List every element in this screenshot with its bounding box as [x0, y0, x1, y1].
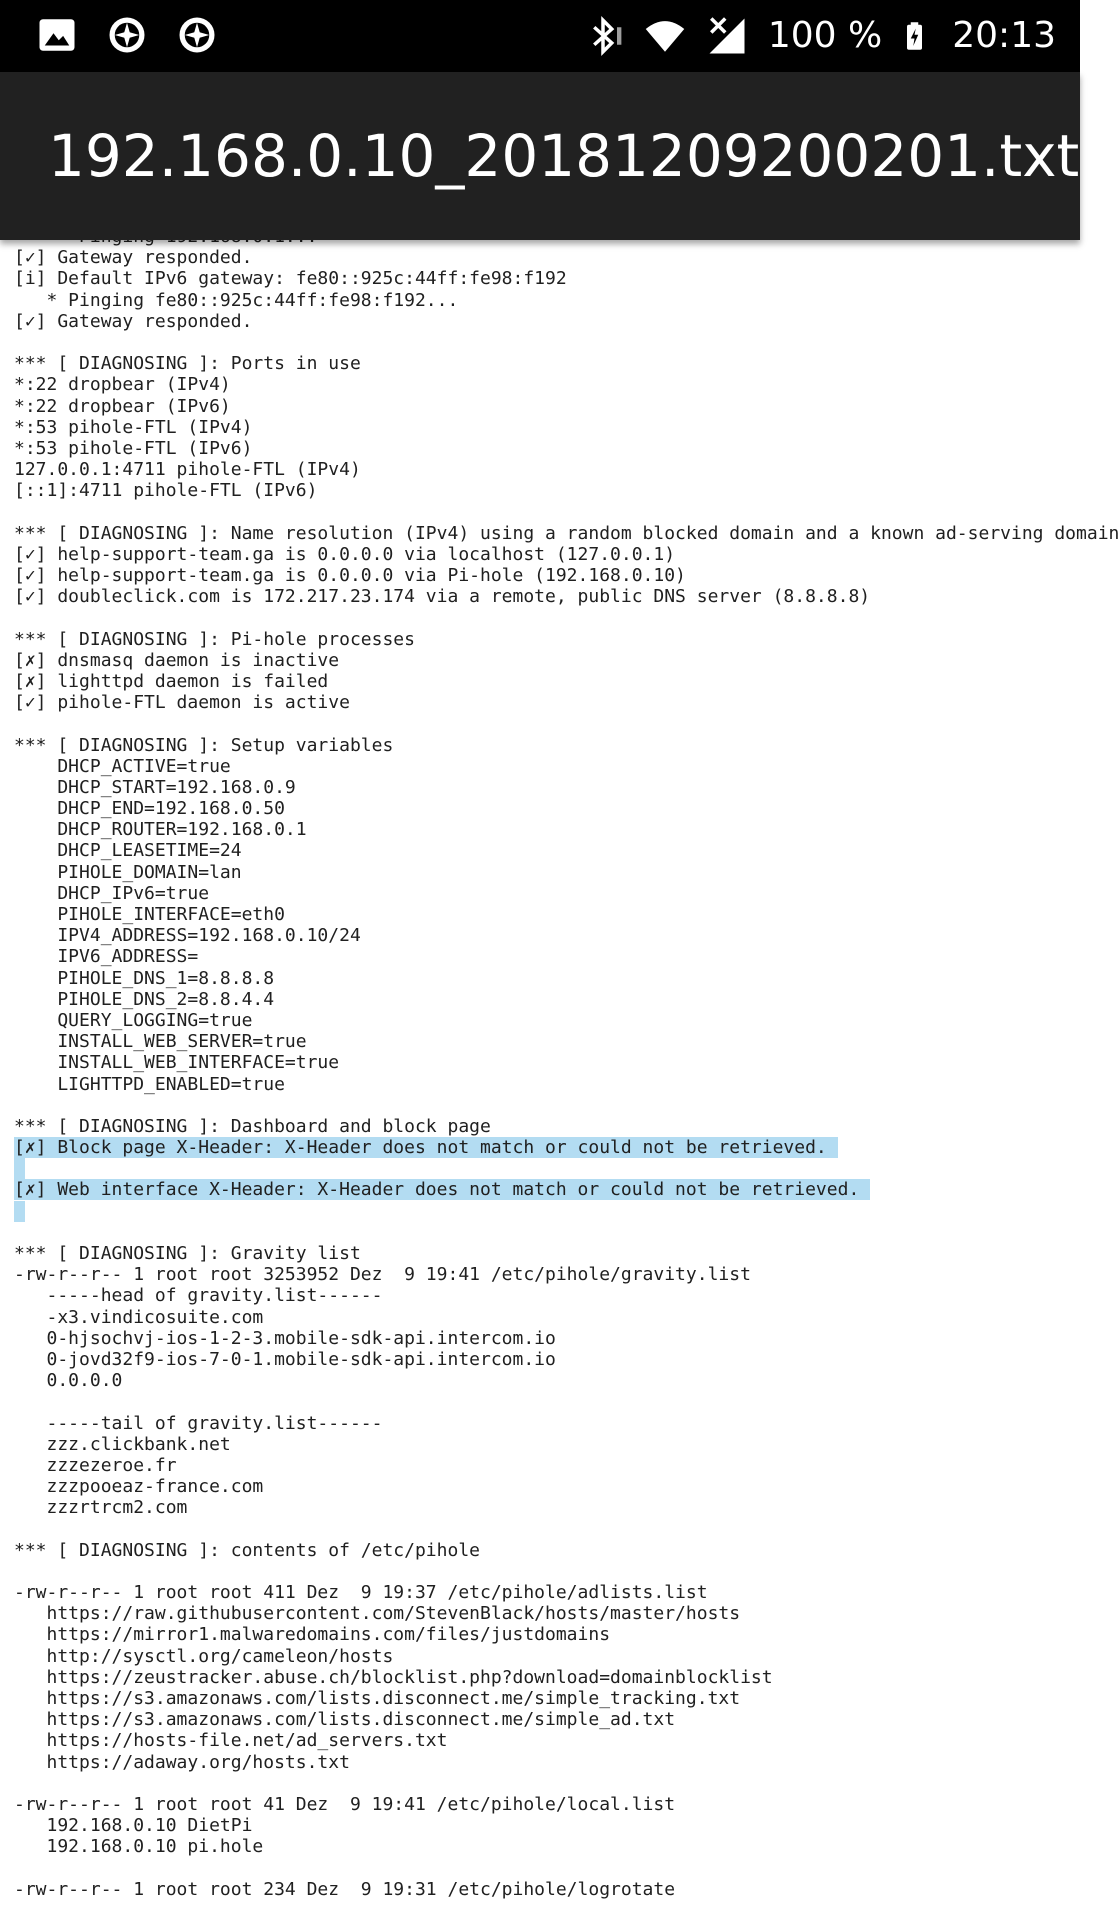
log-line	[14, 798, 1119, 819]
log-line	[14, 353, 1119, 374]
log-line	[14, 1476, 1119, 1497]
log-line	[14, 1031, 1119, 1052]
wifi-icon	[644, 15, 686, 57]
log-line-text: 127.0.0.1:4711 pihole-FTL (IPv4)	[14, 459, 361, 481]
log-line-text: *** [ DIAGNOSING ]: Name resolution (IPv4) using a random blocked domain and a known ad-serving domain	[14, 522, 1119, 544]
log-line	[14, 1370, 1119, 1391]
log-line-text: *:53 pihole-FTL (IPv4)	[14, 416, 253, 438]
log-line	[14, 968, 1119, 989]
log-line-text: *** [ DIAGNOSING ]: Dashboard and block page	[14, 1115, 502, 1137]
log-line	[14, 1646, 1119, 1667]
log-line-text: [✓] help-support-team.ga is 0.0.0.0 via Pi-hole (192.168.0.10)	[14, 565, 686, 586]
log-line-text: https://raw.githubusercontent.com/StevenBlack/hosts/master/hosts	[14, 1603, 741, 1625]
log-line	[14, 862, 1119, 883]
log-line	[14, 1540, 1119, 1561]
log-line	[14, 290, 1119, 311]
log-line	[14, 1773, 1119, 1794]
log-line	[14, 1455, 1119, 1476]
log-line-text: -rw-r--r-- 1 root root 3253952 Dez 9 19:41 /etc/pihole/gravity.list	[14, 1264, 751, 1286]
log-line	[14, 713, 1119, 734]
log-line-text: zzzezeroe.fr	[14, 1454, 177, 1476]
log-line-text: 192.168.0.10 pi.hole	[14, 1836, 264, 1858]
log-line	[14, 1052, 1119, 1073]
log-line-text: *** [ DIAGNOSING ]: Pi-hole processes	[14, 628, 415, 650]
log-line-text: DHCP_LEASETIME=24	[14, 840, 242, 862]
log-line-text: DHCP_END=192.168.0.50	[14, 798, 285, 820]
log-line-text: -----tail of gravity.list------	[14, 1412, 383, 1434]
log-line	[14, 459, 1119, 480]
log-line	[14, 480, 1119, 501]
log-line-text: -rw-r--r-- 1 root root 41 Dez 9 19:41 /etc/pihole/local.list	[14, 1793, 676, 1815]
log-line-text: [✗] dnsmasq daemon is inactive	[14, 649, 340, 671]
log-line-text: -x3.vindicosuite.com	[14, 1306, 264, 1328]
log-line	[14, 989, 1119, 1010]
log-line	[14, 544, 1119, 565]
log-line	[14, 1561, 1119, 1582]
log-line	[14, 438, 1119, 459]
log-line	[14, 1243, 1119, 1264]
log-line-text: IPV6_ADDRESS=	[14, 946, 199, 968]
log-line	[14, 1794, 1119, 1815]
log-line-text: [✓] help-support-team.ga is 0.0.0.0 via localhost (127.0.0.1)	[14, 543, 676, 565]
log-line	[14, 1328, 1119, 1349]
log-line-text: 0-jovd32f9-ios-7-0-1.mobile-sdk-api.intercom.io	[14, 1348, 556, 1370]
log-line-text: *:22 dropbear (IPv6)	[14, 395, 231, 417]
log-line	[14, 1624, 1119, 1645]
log-line	[14, 1201, 1119, 1222]
log-line	[14, 311, 1119, 332]
log-line	[14, 777, 1119, 798]
log-line-text: QUERY_LOGGING=true	[14, 1009, 253, 1031]
log-line	[14, 1879, 1119, 1900]
log-view[interactable]	[0, 240, 1119, 1920]
log-line-text: *** [ DIAGNOSING ]: contents of /etc/pihole	[14, 1539, 480, 1561]
app-icon	[106, 14, 148, 56]
status-bar	[0, 0, 1080, 72]
log-line	[14, 268, 1119, 289]
log-line-text: *:22 dropbear (IPv4)	[14, 374, 231, 396]
log-line	[14, 523, 1119, 544]
log-line	[14, 819, 1119, 840]
log-line-text: PIHOLE_DNS_1=8.8.8.8	[14, 967, 275, 989]
log-line-text: zzzpooeaz-france.com	[14, 1476, 264, 1498]
clock: 20:13	[952, 15, 1056, 56]
log-line-text: * Pinging fe80::925c:44ff:fe98:f192...	[14, 289, 459, 311]
system-indicators	[582, 0, 1056, 72]
log-line	[14, 1116, 1119, 1137]
notification-icons	[36, 14, 218, 56]
log-line-text: https://hosts-file.net/ad_servers.txt	[14, 1730, 448, 1752]
log-line	[14, 671, 1119, 692]
log-line-text: [::1]:4711 pihole-FTL (IPv6)	[14, 480, 318, 502]
log-line	[14, 1137, 1119, 1158]
image-icon	[36, 14, 78, 56]
log-line	[14, 1264, 1119, 1285]
log-line	[14, 1857, 1119, 1878]
app-icon	[176, 14, 218, 56]
log-line	[14, 247, 1119, 268]
log-line	[14, 883, 1119, 904]
log-line-text	[14, 1201, 25, 1222]
log-line	[14, 1730, 1119, 1751]
log-line	[14, 1179, 1119, 1200]
log-line	[14, 1582, 1119, 1603]
no-signal-icon	[706, 15, 748, 57]
log-line	[14, 1391, 1119, 1412]
log-line-text: [✓] doubleclick.com is 172.217.23.174 via a remote, public DNS server (8.8.8.8)	[14, 586, 871, 608]
log-line	[14, 756, 1119, 777]
app-bar	[0, 72, 1080, 240]
log-line-text: -rw-r--r-- 1 root root 411 Dez 9 19:37 /etc/pihole/adlists.list	[14, 1582, 708, 1603]
file-title: 192.168.0.10_20181209200201.txt	[48, 122, 1080, 190]
log-line-text: *** [ DIAGNOSING ]: Ports in use	[14, 353, 361, 375]
log-line-text: -----head of gravity.list------	[14, 1285, 383, 1307]
log-line	[14, 1074, 1119, 1095]
log-line-text: DHCP_ROUTER=192.168.0.1	[14, 819, 307, 841]
log-content	[14, 226, 1119, 1900]
log-line-text: 0.0.0.0	[14, 1370, 123, 1392]
log-line	[14, 586, 1119, 607]
log-line	[14, 1010, 1119, 1031]
log-line	[14, 1497, 1119, 1518]
log-line	[14, 840, 1119, 861]
log-line	[14, 396, 1119, 417]
log-line	[14, 501, 1119, 522]
log-line	[14, 629, 1119, 650]
log-line	[14, 1518, 1119, 1539]
log-line-text: INSTALL_WEB_INTERFACE=true	[14, 1052, 340, 1074]
log-line	[14, 946, 1119, 967]
log-line-text: [✓] Gateway responded.	[14, 247, 253, 269]
log-line-text: [✗] Block page X-Header: X-Header does not match or could not be retrieved.	[14, 1137, 838, 1159]
log-line-text: -rw-r--r-- 1 root root 234 Dez 9 19:31 /etc/pihole/logrotate	[14, 1878, 676, 1900]
log-line	[14, 332, 1119, 353]
log-line	[14, 417, 1119, 438]
log-line-text: zzzrtrcm2.com	[14, 1497, 188, 1519]
log-line	[14, 374, 1119, 395]
log-line	[14, 1285, 1119, 1306]
log-line-text: https://adaway.org/hosts.txt	[14, 1751, 350, 1773]
log-line	[14, 1349, 1119, 1370]
log-line	[14, 607, 1119, 628]
log-line-text: PIHOLE_DNS_2=8.8.4.4	[14, 988, 275, 1010]
log-line-text: https://s3.amazonaws.com/lists.disconnect.me/simple_ad.txt	[14, 1709, 676, 1731]
log-line	[14, 735, 1119, 756]
log-line-text: LIGHTTPD_ENABLED=true	[14, 1073, 285, 1095]
battery-percent: 100 %	[767, 15, 883, 56]
log-line	[14, 1688, 1119, 1709]
log-line	[14, 1667, 1119, 1688]
log-line-text: [✓] pihole-FTL daemon is active	[14, 692, 350, 714]
log-line-text: zzz.clickbank.net	[14, 1433, 231, 1455]
log-line	[14, 692, 1119, 713]
log-line-text: *** [ DIAGNOSING ]: Setup variables	[14, 734, 394, 756]
log-line-text: [✗] Web interface X-Header: X-Header does not match or could not be retrieved.	[14, 1179, 871, 1201]
log-line	[14, 1095, 1119, 1116]
log-line-text: [✗] lighttpd daemon is failed	[14, 670, 329, 692]
log-line	[14, 1222, 1119, 1243]
log-line	[14, 904, 1119, 925]
log-line-text: PIHOLE_INTERFACE=eth0	[14, 904, 285, 925]
log-line-text: *** [ DIAGNOSING ]: Gravity list	[14, 1243, 361, 1264]
log-line	[14, 1815, 1119, 1836]
log-line-text: PIHOLE_DOMAIN=lan	[14, 861, 242, 883]
bluetooth-icon	[582, 15, 624, 57]
log-line-text: 0-hjsochvj-ios-1-2-3.mobile-sdk-api.intercom.io	[14, 1327, 556, 1349]
log-line-text: 192.168.0.10 DietPi	[14, 1815, 253, 1837]
log-line-text: https://s3.amazonaws.com/lists.disconnect.me/simple_tracking.txt	[14, 1687, 741, 1709]
log-line-text: [✓] Gateway responded.	[14, 310, 253, 332]
log-line	[14, 1836, 1119, 1857]
log-line	[14, 1307, 1119, 1328]
log-line-text: https://mirror1.malwaredomains.com/files/justdomains	[14, 1624, 611, 1646]
log-line-text: http://sysctl.org/cameleon/hosts	[14, 1645, 394, 1667]
battery-charging-icon	[902, 15, 932, 57]
log-line-text: DHCP_START=192.168.0.9	[14, 776, 296, 798]
log-line	[14, 650, 1119, 671]
log-line	[14, 565, 1119, 586]
log-line	[14, 1434, 1119, 1455]
log-line-text: INSTALL_WEB_SERVER=true	[14, 1031, 307, 1053]
log-line-text	[14, 1158, 25, 1179]
log-line-text: *:53 pihole-FTL (IPv6)	[14, 437, 253, 459]
log-line-text: https://zeustracker.abuse.ch/blocklist.php?download=domainblocklist	[14, 1666, 773, 1688]
log-line-text: DHCP_IPv6=true	[14, 882, 210, 904]
log-line	[14, 1603, 1119, 1624]
log-line	[14, 1709, 1119, 1730]
log-line-text: IPV4_ADDRESS=192.168.0.10/24	[14, 925, 361, 947]
log-line	[14, 1158, 1119, 1179]
log-line	[14, 925, 1119, 946]
log-line-text: DHCP_ACTIVE=true	[14, 755, 231, 777]
log-line	[14, 1413, 1119, 1434]
log-line-text: [i] Default IPv6 gateway: fe80::925c:44ff:fe98:f192	[14, 268, 567, 290]
log-line	[14, 1752, 1119, 1773]
